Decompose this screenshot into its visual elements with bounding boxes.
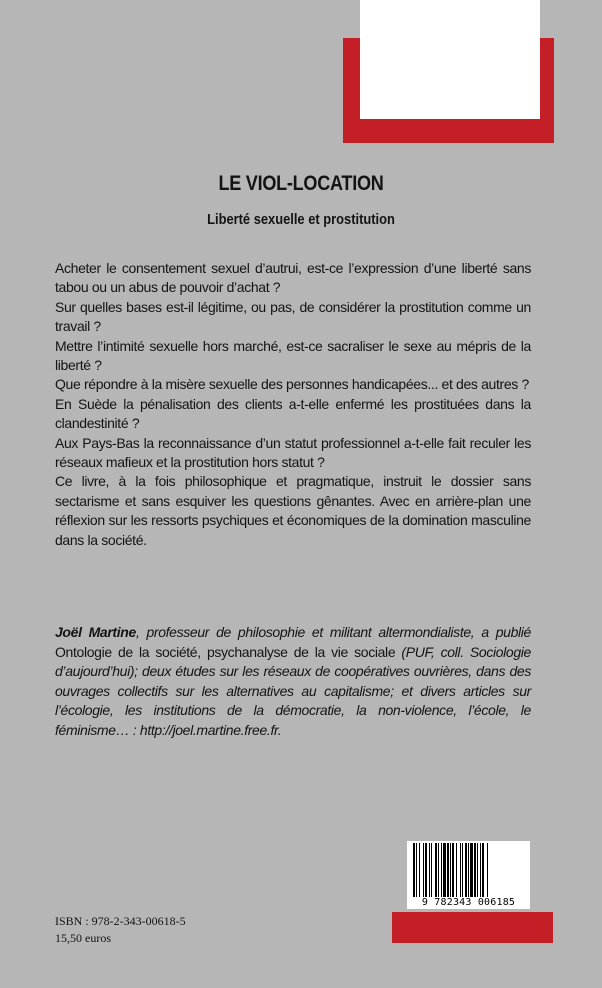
barcode-bar [447,843,449,897]
blurb-paragraph: Sur quelles bases est-il légitime, ou pas, de considérer la prostitution comme un travail ? [55,298,531,335]
barcode-bar [465,843,467,897]
book-title: LE VIOL-LOCATION [218,172,384,195]
blurb-paragraph: En Suède la pénalisation des clients a-t-elle enfermé les prostituées dans la clandestinité ? [55,395,531,432]
author-bio [55,623,531,741]
barcode-bar [423,843,424,897]
barcode-bar [450,843,451,897]
barcode-bar [431,843,432,897]
barcode-bar [474,843,476,897]
barcode-bar [419,843,420,897]
author-other-works: (PUF, coll. Sociologie d’aujourd’hui); deux études sur les réseaux de coopératives ouvrières, dans des ouvrages collectifs sur les alternatives au capitalisme; et divers articles sur l’écologie, les institutions de la démocratie, la non-violence, l’école, le féminisme… : http://joel.martine.free.fr. [55,643,531,738]
barcode-bar [438,843,439,897]
barcode-bar [413,843,415,897]
barcode-bar [477,843,478,897]
accent-bar [392,912,553,943]
isbn-text: ISBN : 978-2-343-00618-5 [55,914,186,928]
barcode-bar [416,843,417,897]
barcode-bar [435,843,437,897]
barcode-bar [482,843,484,897]
isbn-block [55,913,186,947]
blurb-paragraph: Que répondre à la misère sexuelle des personnes handicapées... et des autres ? [55,376,529,393]
barcode-bar [456,843,457,897]
barcode-bar [460,843,461,897]
author-role: , professeur de philosophie et militant altermondialiste, [135,624,475,640]
barcode [407,841,530,909]
author-name: Joël Martine [55,624,136,640]
publisher-logo [343,0,554,143]
blurb-paragraph: Mettre l’intimité sexuelle hors marché, est-ce sacraliser le sexe au mépris de la liberté ? [55,337,531,374]
book-subtitle: Liberté sexuelle et prostitution [207,211,395,228]
blurb-paragraph: Ce livre, à la fois philosophique et pragmatique, instruit le dossier sans sectarisme et sans esquiver les questions gênantes. Avec en arrière-plan une réflexion sur les ressorts psychiques et économiques de la domination masculine dans la société. [55,473,531,548]
barcode-bar [468,843,469,897]
barcode-bar [441,843,442,897]
barcode-bar [480,843,481,897]
barcode-bar [452,843,454,897]
price-text: 15,50 euros [55,931,111,945]
barcode-bars [413,843,524,897]
barcode-number: 9 782343 006185 [421,897,516,908]
blurb-paragraph: Acheter le consentement sexuel d’autrui, est-ce l’expression d’une liberté sans tabou ou un abus de pouvoir d’achat ? [55,260,531,296]
barcode-bar [443,843,446,897]
barcode-bar [462,843,463,897]
author-published: a publié [474,624,531,640]
author-book-title: Ontologie de la société, psychanalyse de la vie sociale [55,643,396,660]
blurb-paragraph: Aux Pays-Bas la reconnaissance d’un statut professionnel a-t-elle fait reculer les réseaux mafieux et la prostitution hors statut ? [55,434,531,471]
barcode-bar [425,843,427,897]
barcode-bar [487,843,488,897]
back-cover-blurb [55,259,531,550]
barcode-bar [429,843,430,897]
barcode-bar [470,843,473,897]
logo-white-panel [360,0,540,119]
